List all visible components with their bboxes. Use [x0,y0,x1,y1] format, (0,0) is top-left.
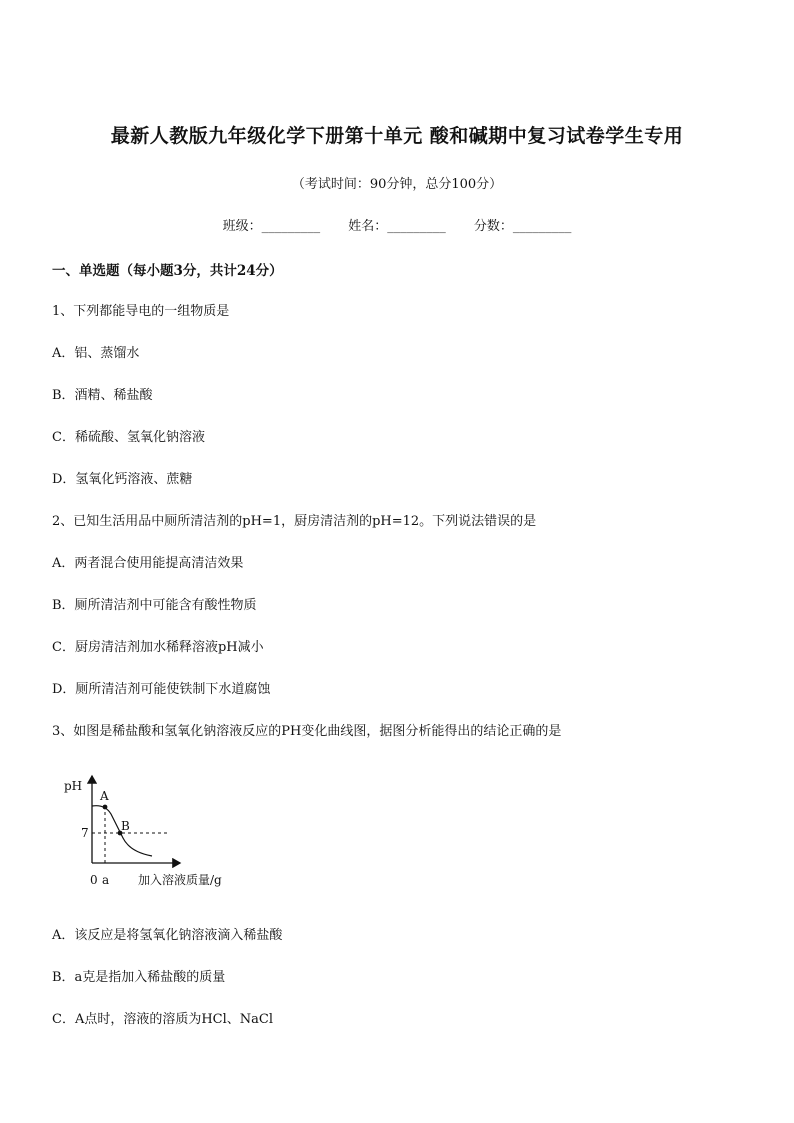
point-a-label: A [100,789,109,803]
option-d: D．厕所清洁剂可能使铁制下水道腐蚀 [52,682,271,697]
option-b: B．厕所清洁剂中可能含有酸性物质 [52,598,257,613]
y-axis-label: pH [64,779,83,793]
question-stem: 1、下列都能导电的一组物质是 [52,304,230,319]
option-c: C．厨房清洁剂加水稀释溶液pH减小 [52,640,264,655]
option-b: B．a克是指加入稀盐酸的质量 [52,970,226,985]
option-d: D．氢氧化钙溶液、蔗糖 [52,472,193,487]
exam-subtitle: （考试时间：90分钟，总分100分） [291,177,503,192]
question-stem: 3、如图是稀盐酸和氢氧化钠溶液反应的PH变化曲线图，据图分析能得出的结论正确的是 [52,724,562,739]
section-title: 一、单选题（每小题3分，共计24分） [52,263,283,279]
class-field: 班级：_________ [222,219,321,234]
name-field: 姓名：_________ [348,219,446,234]
option-c: C．A点时，溶液的溶质为HCl、NaCl [52,1012,274,1027]
score-field: 分数：_________ [473,219,572,234]
option-a: A．两者混合使用能提高清洁效果 [52,556,244,571]
point-b-label: B [121,819,130,833]
ph-curve-figure [60,770,260,895]
option-a: A．该反应是将氢氧化钠溶液滴入稀盐酸 [52,928,283,943]
x-tick-a: a [102,873,110,887]
option-c: C．稀硫酸、氢氧化钠溶液 [52,430,205,445]
x-axis-label: 加入溶液质量/g [138,873,222,887]
y-tick-7: 7 [81,826,89,840]
question-stem: 2、已知生活用品中厕所清洁剂的pH=1，厨房清洁剂的pH=12。下列说法错误的是 [52,514,537,529]
page-title: 最新人教版九年级化学下册第十单元 酸和碱期中复习试卷学生专用 [110,125,684,147]
origin-label: 0 [90,873,98,887]
student-info-row [0,215,794,234]
point-a-marker [103,805,108,810]
option-a: A．铝、蒸馏水 [52,346,140,361]
option-b: B．酒精、稀盐酸 [52,388,153,403]
